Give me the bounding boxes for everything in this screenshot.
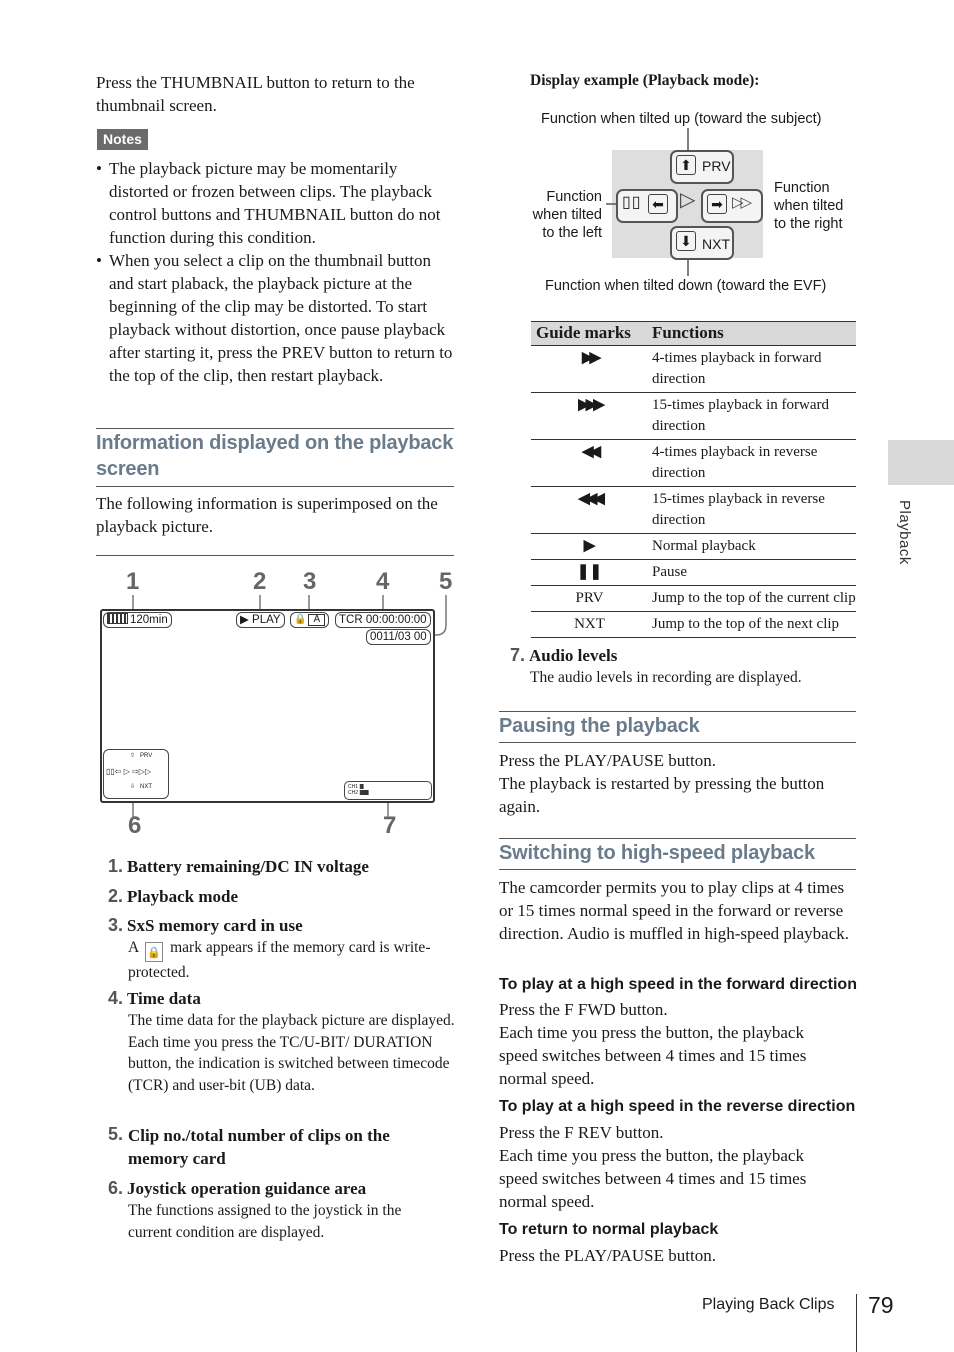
switching-text: The camcorder permits you to play clips at 4 times or 15 times normal speed in the forward or reverse direction. Audio is muffled in high-speed playback. [499, 878, 850, 943]
prv-text: PRV [140, 753, 153, 759]
table-row [531, 393, 856, 440]
guide-mark: NXT [531, 612, 648, 638]
lock-icon: 🔒 [145, 942, 163, 962]
nxt-text: NXT [140, 784, 152, 790]
fast-forward-icon: ▷▷ [732, 194, 750, 211]
guide-mark: ▶▶▶ [531, 393, 648, 440]
divider [96, 555, 454, 556]
function-desc: Pause [648, 560, 856, 586]
forward-text: Press the F FWD button. Each time you press the button, the playback speed switches between 4 times and 15 times normal speed. [499, 1000, 807, 1088]
callout-4: 4 [376, 568, 390, 595]
note-item: • The playback picture may be momentarily distorted or frozen between clips. The playback control buttons and THUMBNAIL button do not function during this condition. [96, 157, 456, 249]
divider [96, 428, 454, 429]
item-desc: The audio levels in recording are displayed. [530, 669, 802, 686]
reverse-text: Press the F REV button. Each time you press the button, the playback speed switches between 4 times and 15 times normal speed. [499, 1123, 807, 1211]
item-number: 7. [510, 645, 526, 665]
card-slot-text: A [308, 614, 325, 626]
item-title: SxS memory card in use [127, 916, 303, 935]
audio-ch1: CH1 [348, 784, 359, 790]
playback-screen-figure [96, 565, 462, 845]
footer-divider [856, 1294, 857, 1352]
item-title: Time data [127, 989, 201, 1008]
item-title: Joystick operation guidance area [127, 1179, 367, 1198]
section-title-switching: Switching to high-speed playback [499, 842, 815, 864]
function-desc: Normal playback [648, 534, 856, 560]
notes-label: Notes [97, 129, 148, 150]
right-function-label: Function when tilted to the right [774, 180, 844, 232]
subhead-forward: To play at a high speed in the forward direction [499, 976, 857, 993]
audio-level-meter: CH1 |||||||||||| CH2 ||||||||||||||||||||||||||||| [344, 781, 432, 800]
left-arrow-icon: ⬅ [648, 194, 668, 214]
callout-1: 1 [126, 568, 140, 595]
playback-mode [236, 612, 285, 628]
section-text-info: The following information is superimposed on the playback picture. [96, 494, 438, 536]
mode-text: PLAY [252, 614, 281, 626]
left-function-label: Function when tilted to the left [532, 189, 602, 241]
divider [499, 711, 856, 712]
play-outline-icon: ▷ [680, 189, 696, 211]
right-button-graphic [701, 189, 763, 223]
nxt-button-graphic [670, 226, 734, 260]
subhead-reverse: To play at a high speed in the reverse direction [499, 1098, 856, 1115]
battery-text: 120min [130, 614, 168, 626]
function-desc: 15-times playback in reverse direction [648, 487, 856, 534]
item-number: 4. [108, 988, 124, 1008]
header-functions: Functions [648, 322, 856, 346]
list-item [108, 1124, 458, 1170]
prv-label: PRV [702, 158, 731, 174]
item-number: 1. [108, 856, 124, 876]
battery-indicator [103, 612, 172, 628]
play-icon: ▶ [240, 614, 253, 626]
item-number: 5. [108, 1124, 124, 1144]
lock-icon: 🔒 [294, 614, 307, 625]
guide-mark: ▶ [531, 534, 648, 560]
card-indicator [290, 612, 329, 628]
up-function-label: Function when tilted up (toward the subject) [541, 111, 822, 127]
callout-7: 7 [383, 812, 397, 839]
side-tab-marker [888, 440, 954, 485]
clip-number: 0011/03 00 [366, 629, 431, 645]
guide-mark: ◀◀◀ [531, 487, 648, 534]
list-item [108, 988, 458, 1096]
intro-text: Press the THUMBNAIL button to return to the thumbnail screen. [96, 73, 415, 115]
function-desc: 15-times playback in forward direction [648, 393, 856, 440]
list-item [108, 886, 238, 907]
pausing-text: Press the PLAY/PAUSE button. The playback is restarted by pressing the button again. [499, 751, 825, 816]
header-guide-marks: Guide marks [531, 322, 648, 346]
list-item [510, 645, 850, 689]
item-desc: A 🔒 mark appears if the memory card is write-protected. [128, 939, 431, 981]
callout-5: 5 [439, 568, 453, 595]
table-row [531, 346, 856, 393]
table-row [531, 586, 856, 612]
item-title: Battery remaining/DC IN voltage [127, 857, 369, 876]
table-header-row [531, 322, 856, 346]
nxt-label: NXT [702, 236, 730, 252]
normal-text: Press the PLAY/PAUSE button. [499, 1246, 716, 1265]
guide-marks-table [531, 321, 856, 638]
joystick-diagram [520, 106, 860, 296]
down-arrow-icon: ⬇ [676, 231, 696, 251]
guide-mark: ▶▶ [531, 346, 648, 393]
up-arrow-icon: ⬆ [676, 155, 696, 175]
note-item: • When you select a clip on the thumbnail button and start plaback, the playback picture at the beginning of the clip may be distorted. To start playback without distortion, once pause playback after starting it, press the PREV button to return to the top of the clip, then restart playback. [96, 249, 456, 387]
down-function-label: Function when tilted down (toward the EVF) [545, 278, 827, 294]
section-title-info: Information displayed on the playback screen [96, 432, 454, 480]
guide-mark: ❚❚ [531, 560, 648, 586]
audio-ch2: CH2 [348, 790, 359, 796]
divider [96, 486, 454, 487]
function-desc: Jump to the top of the next clip [648, 612, 856, 638]
item-title: Playback mode [127, 887, 238, 906]
list-item [108, 856, 369, 877]
list-item [108, 1178, 458, 1243]
prv-button-graphic [670, 150, 734, 184]
item-number: 6. [108, 1178, 124, 1198]
display-example-label: Display example (Playback mode): [530, 72, 760, 89]
joystick-guidance-mini [103, 749, 169, 799]
callout-3: 3 [303, 568, 317, 595]
side-tab-label: Playback [896, 500, 913, 565]
table-row [531, 440, 856, 487]
divider [499, 742, 856, 743]
notes-list [96, 157, 456, 387]
down-arrow-icon: ⇩ [130, 784, 136, 790]
up-arrow-icon: ⇧ [130, 753, 136, 759]
guide-mark: PRV [531, 586, 648, 612]
table-row [531, 560, 856, 586]
divider [499, 869, 856, 870]
pause-icon: ▯▯ [622, 194, 642, 211]
list-item [108, 915, 458, 984]
section-title-pausing: Pausing the playback [499, 715, 700, 737]
item-desc: The functions assigned to the joystick in the current condition are displayed. [128, 1202, 402, 1241]
item-title: Clip no./total number of clips on the memory card [128, 1126, 390, 1168]
controls-icon: ▯▯⇦ ▷ ⇨▷▷ [106, 767, 152, 776]
item-desc: The time data for the playback picture are displayed. Each time you press the TC/U-BIT/ DURATION button, the indication is switched between timecode (TCR) and user-bit (UB) data. [128, 1012, 455, 1094]
function-desc: 4-times playback in forward direction [648, 346, 856, 393]
page-number: 79 [868, 1292, 894, 1318]
table-row [531, 487, 856, 534]
battery-icon [107, 613, 128, 624]
table-row [531, 534, 856, 560]
function-desc: Jump to the top of the current clip [648, 586, 856, 612]
item-number: 3. [108, 915, 124, 935]
timecode-display: TCR 00:00:00:00 [335, 612, 431, 628]
footer-section: Playing Back Clips [702, 1296, 835, 1313]
function-desc: 4-times playback in reverse direction [648, 440, 856, 487]
table-row [531, 612, 856, 638]
callout-6: 6 [128, 812, 142, 839]
right-arrow-icon: ➡ [707, 194, 727, 214]
left-button-graphic [616, 189, 678, 223]
guide-mark: ◀◀ [531, 440, 648, 487]
callout-2: 2 [253, 568, 267, 595]
subhead-normal: To return to normal playback [499, 1221, 719, 1238]
item-title: Audio levels [529, 646, 618, 665]
item-number: 2. [108, 886, 124, 906]
lcd-screen [100, 609, 435, 803]
divider [499, 838, 856, 839]
